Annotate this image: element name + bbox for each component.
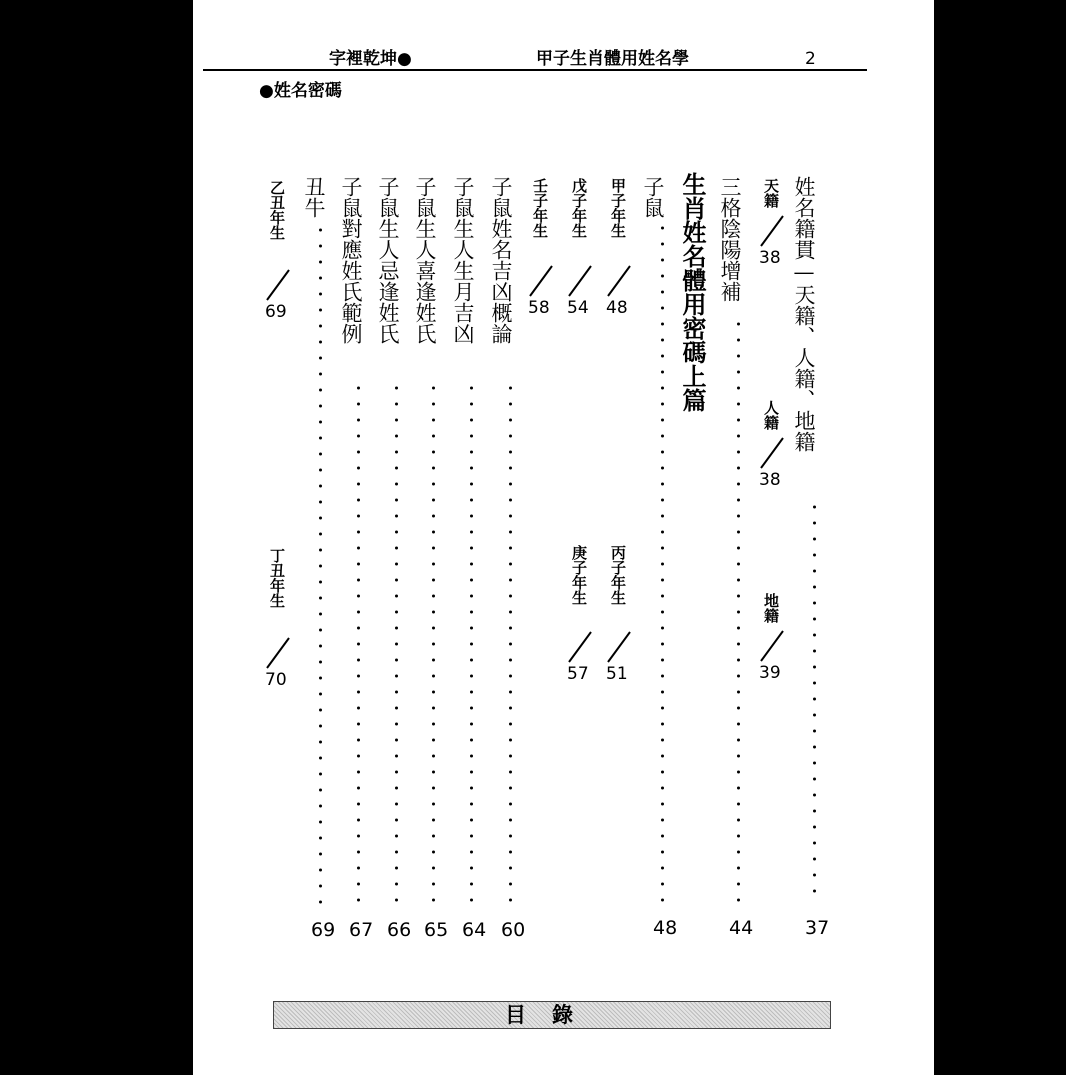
dot-leader <box>432 386 435 908</box>
toc-subentry-page: 38 <box>759 248 781 268</box>
toc-page-number: 65 <box>424 919 449 941</box>
toc-subentry-page: 54 <box>567 298 589 318</box>
toc-entry-title: 姓名籍貫—天籍、人籍、地籍 <box>792 176 816 452</box>
slash-icon <box>759 629 785 663</box>
toc-entry-title: 丑牛 <box>302 176 326 218</box>
toc-entry-title: 三格陰陽增補 <box>718 176 742 302</box>
toc-entry-title: 子鼠對應姓氏範例 <box>339 176 363 344</box>
slash-icon <box>759 436 785 470</box>
toc-subentry-label: 戊子年生 <box>570 178 588 238</box>
toc-entry-title: 子鼠 <box>641 176 665 218</box>
toc-subentry-page: 51 <box>606 664 628 684</box>
toc-subentry-page: 70 <box>265 670 287 690</box>
toc-subentry-page: 58 <box>528 298 550 318</box>
slash-icon <box>606 264 632 298</box>
footer-label: 目錄 <box>505 1002 599 1027</box>
toc-page-number: 67 <box>349 919 374 941</box>
book-page <box>193 0 934 1075</box>
slash-icon <box>759 214 785 248</box>
toc-subentry-label: 壬子年生 <box>531 178 549 238</box>
toc-entry-title: 子鼠生人喜逢姓氏 <box>413 176 437 344</box>
dot-leader <box>357 386 360 908</box>
toc-subentry-page: 48 <box>606 298 628 318</box>
slash-icon <box>606 630 632 664</box>
toc-subentry-label: 乙丑年生 <box>268 180 286 240</box>
slash-icon <box>265 268 291 302</box>
section-subheader: ●姓名密碼 <box>259 81 342 101</box>
toc-page-number: 69 <box>311 919 336 941</box>
toc-page-number: 60 <box>501 919 526 941</box>
slash-icon <box>567 630 593 664</box>
dot-leader <box>395 386 398 908</box>
toc-subentry-label: 天籍 <box>762 178 780 208</box>
toc-subentry-page: 38 <box>759 470 781 490</box>
toc-entry-title: 子鼠生人忌逢姓氏 <box>376 176 400 344</box>
header-book-title: 甲子生肖體用姓名學 <box>536 49 689 69</box>
toc-subentry-page: 57 <box>567 664 589 684</box>
toc-subentry-page: 69 <box>265 302 287 322</box>
dot-leader <box>661 226 664 906</box>
toc-subentry-label: 庚子年生 <box>570 545 588 605</box>
slash-icon <box>265 636 291 670</box>
toc-page-number: 48 <box>653 917 678 939</box>
dot-leader <box>319 228 322 908</box>
toc-page-number: 37 <box>805 917 830 939</box>
section-title: 生肖姓名體用密碼上篇 <box>678 172 707 412</box>
toc-page-number: 64 <box>462 919 487 941</box>
slash-icon <box>567 264 593 298</box>
header-page-number: 2 <box>805 49 816 69</box>
toc-subentry-label: 人籍 <box>762 400 780 430</box>
toc-subentry-label: 甲子年生 <box>609 178 627 238</box>
toc-subentry-label: 地籍 <box>762 593 780 623</box>
dot-leader <box>737 322 740 907</box>
toc-subentry-label: 丁丑年生 <box>268 548 286 608</box>
toc-entry-title: 子鼠生人生月吉凶 <box>451 176 475 344</box>
toc-subentry-page: 39 <box>759 663 781 683</box>
dot-leader <box>813 505 816 905</box>
dot-leader <box>509 386 512 908</box>
toc-page-number: 44 <box>729 917 754 939</box>
toc-subentry-label: 丙子年生 <box>609 545 627 605</box>
footer-band <box>273 1001 831 1029</box>
header-book-series: 字裡乾坤● <box>329 49 412 69</box>
dot-leader <box>470 386 473 908</box>
slash-icon <box>528 264 554 298</box>
toc-entry-title: 子鼠姓名吉凶概論 <box>489 176 513 344</box>
header-rule <box>203 69 867 71</box>
toc-page-number: 66 <box>387 919 412 941</box>
